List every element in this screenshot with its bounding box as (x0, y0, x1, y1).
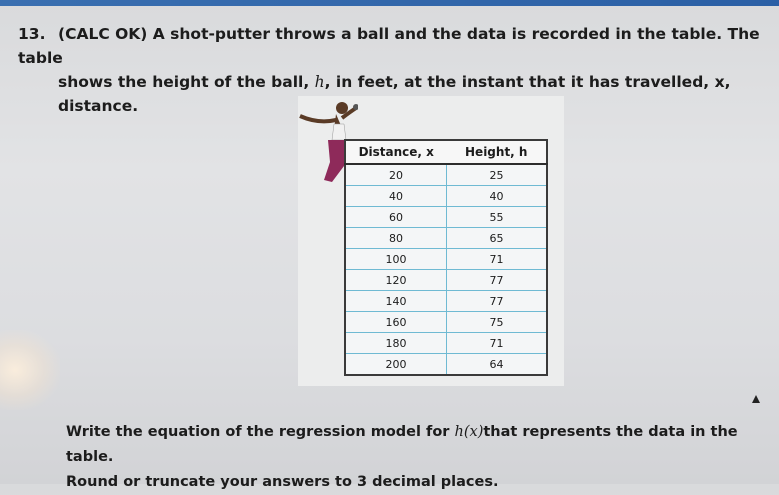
table-row (345, 354, 547, 376)
height-cell: 75 (447, 312, 548, 333)
instructions-line-2: Round or truncate your answers to 3 decimal places. (66, 474, 499, 490)
table-row (345, 164, 547, 186)
question-line-2-end: , in feet, at the instant that it has travelled, x, distance. (58, 73, 731, 115)
question-line-1: (CALC OK) A shot-putter throws a ball and the data is recorded in the table. The table (18, 25, 760, 67)
distance-cell: 120 (345, 270, 447, 291)
table-row (345, 228, 547, 249)
screen-glare (0, 330, 60, 410)
mouse-cursor-icon (752, 395, 760, 403)
question-line-2-start: shows the height of the ball, (58, 73, 315, 91)
top-accent-bar (0, 0, 779, 6)
instructions-line-1-end: that represents the data in the table. (66, 424, 738, 465)
distance-cell: 180 (345, 333, 447, 354)
distance-cell: 20 (345, 164, 447, 186)
height-cell: 71 (447, 249, 548, 270)
table-row (345, 207, 547, 228)
table-header-row (345, 140, 547, 164)
instructions-line-1-start: Write the equation of the regression model for (66, 424, 455, 440)
table-row (345, 186, 547, 207)
height-cell: 77 (447, 270, 548, 291)
height-cell: 25 (447, 164, 548, 186)
table-row (345, 249, 547, 270)
header-height: Height, h (447, 140, 548, 164)
data-table (344, 139, 548, 376)
instructions-line-1 (66, 420, 776, 470)
table-row (345, 312, 547, 333)
height-variable: h (314, 73, 325, 91)
table-row (345, 270, 547, 291)
height-cell: 65 (447, 228, 548, 249)
height-cell: 55 (447, 207, 548, 228)
question-number: 13. (18, 25, 46, 43)
function-notation: h(x) (454, 424, 484, 440)
distance-cell: 140 (345, 291, 447, 312)
height-cell: 64 (447, 354, 548, 376)
height-cell: 77 (447, 291, 548, 312)
table-row (345, 333, 547, 354)
distance-cell: 100 (345, 249, 447, 270)
distance-cell: 200 (345, 354, 447, 376)
distance-cell: 160 (345, 312, 447, 333)
distance-cell: 80 (345, 228, 447, 249)
height-cell: 40 (447, 186, 548, 207)
distance-cell: 40 (345, 186, 447, 207)
distance-cell: 60 (345, 207, 447, 228)
height-cell: 71 (447, 333, 548, 354)
header-distance: Distance, x (345, 140, 447, 164)
table-row (345, 291, 547, 312)
